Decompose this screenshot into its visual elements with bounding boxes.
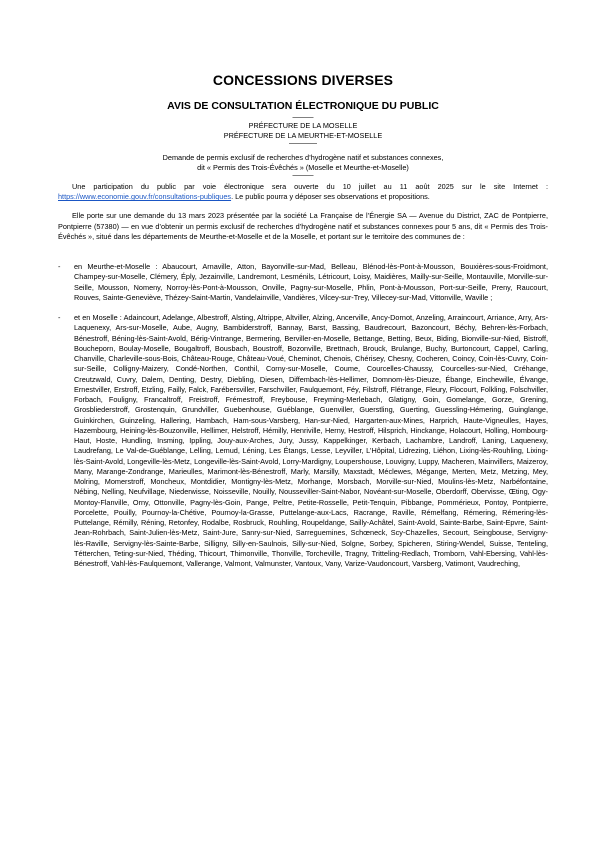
demand-title-line-2: dit « Permis des Trois-Évêchés » (Moselle et Meurthe-et-Moselle) xyxy=(197,162,409,172)
separator-2: ———— xyxy=(289,140,317,147)
separator-3: ——— xyxy=(292,172,314,179)
intro-paragraph xyxy=(58,182,548,202)
consultation-link[interactable]: https://www.economie.gouv.fr/consultations-publiques xyxy=(58,192,232,202)
list-item-moselle xyxy=(58,313,548,569)
bullet-dash: - xyxy=(58,262,61,272)
intro-text-end: . Le public pourra y déposer ses observations et propositions. xyxy=(231,192,430,202)
commune-list-meurthe-et-moselle: en Meurthe-et-Moselle : Abaucourt, Arnaville, Atton, Bayonville-sur-Mad, Belleau, Blénod-lès-Pont-à-Mousson, Bouxières-sous-Froidmont, Champey-sur-Moselle, Clémery, Éply, Jezainville, Landremont, Lesménils, Létricourt, Loisy, Maidières, Mailly-sur-Seille, Montauville, Morville-sur-Seille, Mousson, Nomeny, Norroy-lès-Pont-à-Mousson, Onville, Pagny-sur-Moselle, Phlin, Pont-à-Mousson, Port-sur-Seille, Preny, Raucourt, Rouves, Sainte-Geneviève, Thézey-Saint-Martin, Vandelainville, Vandières, Vilcey-sur-Trey, Villecey-sur-Mad, Vittonville, Waville ; xyxy=(74,262,548,302)
intro-text: Une participation du public par voie électronique sera ouverte du 10 juillet au 11 août 2025 sur le site Internet : xyxy=(72,182,548,191)
description-paragraph: Elle porte sur une demande du 13 mars 2023 présentée par la société La Française de l’Énergie SA — Avenue du District, ZAC de Pontpierre, Pontpierre (57380) — en vue d’obtenir un permis exclusif de recherches d’hydrogène natif et substances connexes pour 5 ans, dit « Permis des Trois-Évêchés », situé dans les départements de Meurthe-et-Moselle et de la Moselle, et portant sur le territoire des communes de : xyxy=(58,211,548,241)
prefecture-moselle: PRÉFECTURE DE LA MOSELLE xyxy=(248,121,358,130)
list-item-meurthe-et-moselle xyxy=(58,262,548,303)
separator-1: ——— xyxy=(292,114,314,121)
commune-list-moselle: et en Moselle : Adaincourt, Adelange, Albestroff, Alsting, Altrippe, Altviller, Alzing, Ancerville, Ancy-Dornot, Anzeling, Arraincourt, Arriance, Arry, Ars-Laquenexy, Ars-sur-Moselle, Aube, Augny, Bambiderstroff, Bannay, Barst, Bassing, Baudrecourt, Bazoncourt, Béchy, Behren-lès-Forbach, Bénestroff, Béning-lès-Saint-Avold, Bérig-Vintrange, Bermering, Berviller-en-Moselle, Bettange, Betting, Beux, Biding, Bionville-sur-Nied, Bistroff, Boucheporn, Boulay-Moselle, Bougaltroff, Bousbach, Boustroff, Bozonville, Brettnach, Brouck, Brulange, Buchy, Burtoncourt, Cappel, Carling, Chanville, Charleville-sous-Bois, Château-Rouge, Château-Voué, Cheminot, Chenois, Chérisey, Chesny, Cocheren, Coincy, Coin-lès-Cuvry, Coin-sur-Seille, Colligny-Maizery, Condé-Northen, Conthil, Corny-sur-Moselle, Coume, Courcelles-Chaussy, Courcelles-sur-Nied, Créhange, Creutzwald, Cuvry, Dalem, Denting, Destry, Diebling, Diesen, Diffembach-lès-Hellimer, Domnom-lès-Dieuze, Ébange, Einchewille, Élvange, Ernestviller, Erstroff, Etzling, Failly, Falck, Farébersviller, Farschviller, Faulquemont, Féy, Filstroff, Flétrange, Fleury, Flocourt, Folkling, Folschviller, Forbach, Fouligny, Francaltroff, Freistroff, Frémestroff, Freybouse, Freyming-Merlebach, Glatigny, Goin, Gomelange, Gorze, Grening, Grosbliederstroff, Grostenquin, Grundviller, Guebenhouse, Guéblange, Guenviller, Guerstling, Guerting, Guessling-Hémering, Guinglange, Guinkirchen, Guinzeling, Hallering, Hambach, Ham-sous-Varsberg, Han-sur-Nied, Hargarten-aux-Mines, Harprich, Haute-Vigneulles, Hayes, Hazembourg, Heining-lès-Bouzonville, Hellimer, Helstroff, Hémilly, Henriville, Herny, Hestroff, Hilsprich, Hinckange, Holacourt, Holling, Hombourg-Haut, Hoste, Hundling, Insming, Ippling, Jouy-aux-Arches, Jury, Jussy, Kappelkinger, Kerbach, Lachambre, Landroff, Laning, Laquenexy, Laudrefang, Le Val-de-Guéblange, Lelling, Lemud, Léning, Les Étangs, Lesse, Leyviller, L’Hôpital, Lidrezing, Liéhon, Lixing-lès-Rouhling, Lixing-lès-Saint-Avold, Longeville-lès-Metz, Longeville-lès-Saint-Avold, Lorry-Mardigny, Loupershouse, Louvigny, Luppy, Macheren, Mainvillers, Maizeroy, Many, Marange-Zondrange, Marieulles, Marimont-lès-Bénestroff, Marly, Marsilly, Maxstadt, Méclewes, Mégange, Merten, Metz, Metzing, Mey, Molring, Momerstroff, Moncheux, Montdidier, Montigny-lès-Metz, Morhange, Morsbach, Morville-sur-Nied, Moulins-lès-Metz, Narbéfontaine, Nébing, Nelling, Neufvillage, Niederwisse, Noisseville, Nouilly, Nousseviller-Saint-Nabor, Novéant-sur-Moselle, Oberdorff, Obervisse, Œting, Ogy-Montoy-Flanville, Orny, Ottonville, Pagny-lès-Goin, Pange, Peltre, Petite-Rosselle, Petit-Tenquin, Pibbange, Pommérieux, Pontoy, Pontpierre, Porcelette, Pouilly, Pournoy-la-Chétive, Pournoy-la-Grasse, Puttelange-aux-Lacs, Racrange, Raville, Rémelfang, Rémering, Rémering-lès-Puttelange, Rémilly, Réning, Retonfey, Rodalbe, Rosbruck, Rouhling, Roupeldange, Sailly-Achâtel, Saint-Avold, Sainte-Barbe, Saint-Epvre, Saint-Jean-Rohrbach, Saint-Julien-lès-Metz, Saint-Jure, Sanry-sur-Nied, Sarreguemines, Schœneck, Scy-Chazelles, Secourt, Seingbouse, Servigny-lès-Raville, Servigny-lès-Sainte-Barbe, Silligny, Silly-en-Saulnois, Silly-sur-Nied, Solgne, Sorbey, Spicheren, Stiring-Wendel, Suisse, Tenteling, Tétterchen, Teting-sur-Nied, Théding, Thicourt, Thimonville, Thonville, Torcheville, Tragny, Tritteling-Redlach, Tromborn, Vahl-Ebersing, Vahl-lès-Bénestroff, Vahl-lès-Faulquemont, Vallerange, Valmont, Valmunster, Vantoux, Vany, Varize-Vaudoncourt, Varsberg, Vatimont, Vaudreching, xyxy=(74,313,548,569)
bullet-dash: - xyxy=(58,313,61,323)
prefecture-meurthe-et-moselle: PRÉFECTURE DE LA MEURTHE-ET-MOSELLE xyxy=(223,130,383,140)
document-page xyxy=(58,72,548,569)
page-title: CONCESSIONS DIVERSES xyxy=(212,72,394,88)
notice-subtitle: AVIS DE CONSULTATION ÉLECTRONIQUE DU PUBLIC xyxy=(167,100,439,112)
demand-title-line-1: Demande de permis exclusif de recherches d’hydrogène natif et substances connexes, xyxy=(162,153,444,162)
